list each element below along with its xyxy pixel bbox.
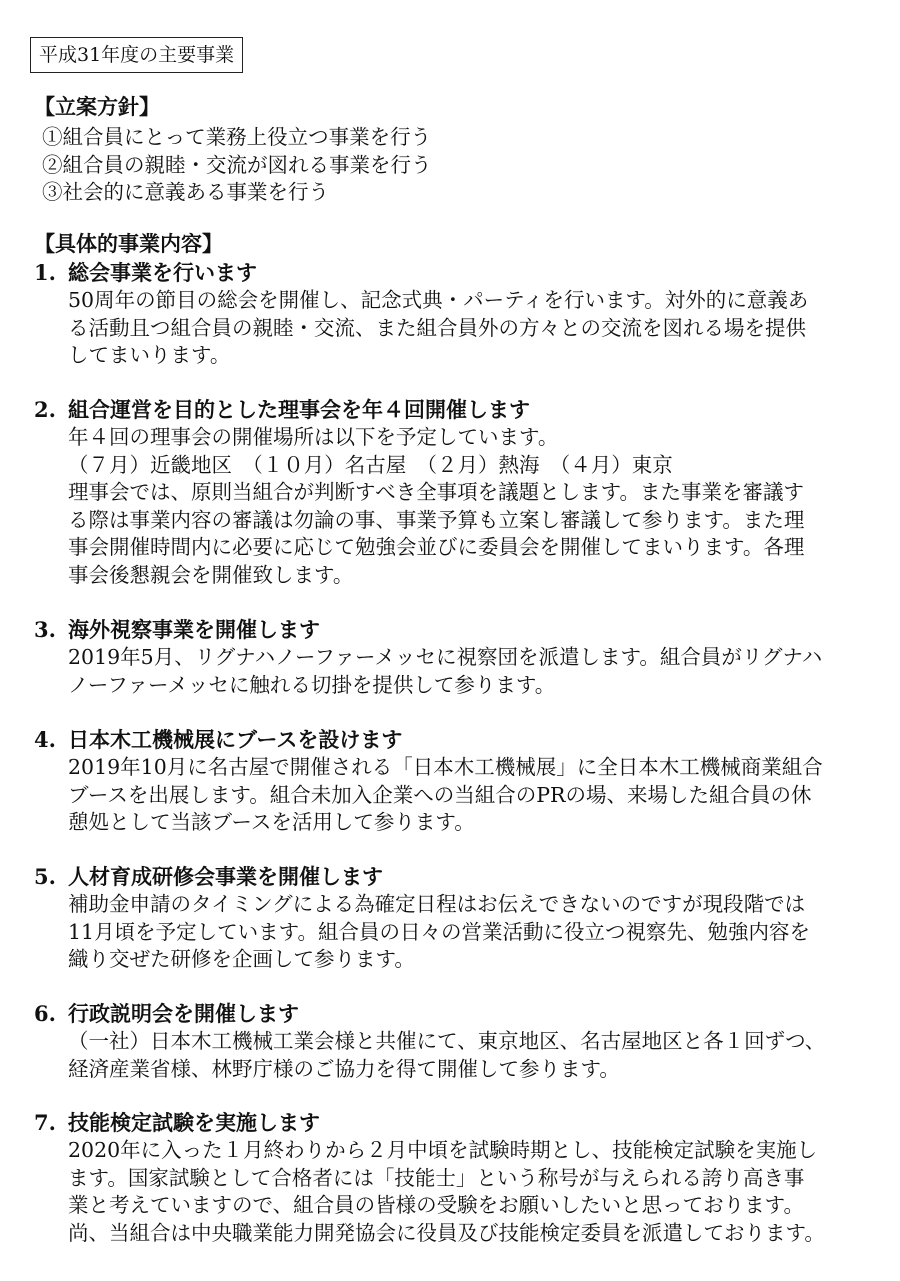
item-number: 2. [34, 397, 56, 422]
body-line: ノーファーメッセに触れる切掛を提供して参ります。 [68, 672, 556, 697]
item-title: 行政説明会を開催します [68, 1001, 299, 1026]
item-number: 6. [34, 1001, 56, 1026]
item-heading [34, 1109, 874, 1137]
business-item-2 [34, 396, 874, 589]
policy-heading: 【立案方針】 [34, 94, 160, 119]
item-heading [34, 863, 874, 891]
item-number: 1. [34, 260, 56, 285]
body-line: 11月頃を予定しています。組合員の日々の営業活動に役立つ視察先、勉強内容を [68, 919, 810, 944]
page-title: 平成31年度の主要事業 [30, 37, 243, 73]
body-line: 補助金申請のタイミングによる為確定日程はお伝えできないのですが現段階では [68, 892, 806, 916]
business-item-1 [34, 259, 874, 370]
body-line: 事会開催時間内に必要に応じて勉強会並びに委員会を開催してまいります。各理 [68, 535, 805, 559]
details-heading: 【具体的事業内容】 [34, 231, 223, 256]
body-line: 業と考えていますので、組合員の皆様の受験をお願いしたいと思っております。 [68, 1193, 804, 1217]
body-line: 尚、当組合は中央職業能力開発協会に役員及び技能検定委員を派遣しております。 [68, 1220, 825, 1245]
item-heading [34, 616, 874, 644]
business-item-4 [34, 726, 874, 837]
body-line: 織り交ぜた研修を企画して参ります。 [68, 947, 415, 971]
body-line: 経済産業省様、林野庁様のご協力を得て開催して参ります。 [68, 1056, 620, 1081]
body-line: 2019年10月に名古屋で開催される「日本木工機械展」に全日本木工機械商業組合 [68, 755, 823, 779]
item-heading [34, 726, 874, 754]
body-line: る際は事業内容の審議は勿論の事、事業予算も立案し審議して参ります。また理 [68, 507, 805, 532]
item-title: 海外視察事業を開催します [68, 617, 320, 642]
item-body [68, 424, 874, 589]
body-line: る活動且つ組合員の親睦・交流、また組合員外の方々との交流を図れる場を提供 [68, 315, 806, 340]
body-line: 事会後懇親会を開催致します。 [68, 562, 354, 587]
body-line: 2019年5月、リグナハノーファーメッセに視察団を派遣します。組合員がリグナハ [68, 645, 823, 669]
business-item-3 [34, 616, 874, 699]
item-title: 人材育成研修会事業を開催します [68, 864, 383, 889]
body-line: してまいります。 [68, 343, 231, 367]
item-number: 3. [34, 617, 56, 642]
body-line: （一社）日本木工機械工業会様と共催にて、東京地区、名古屋地区と各１回ずつ、 [68, 1029, 826, 1053]
body-line: ます。国家試験として合格者には「技能士」という称号が与えられる誇り高き事 [68, 1165, 805, 1190]
item-title: 日本木工機械展にブースを設けます [68, 727, 403, 752]
item-title: 組合運営を目的とした理事会を年４回開催します [68, 397, 530, 422]
item-body [68, 1137, 874, 1247]
item-body [68, 287, 874, 370]
item-number: 7. [34, 1110, 56, 1135]
body-line: 2020年に入った１月終わりから２月中頃を試験時期とし、技能検定試験を実施し [68, 1138, 818, 1162]
item-number: 5. [34, 864, 56, 889]
item-heading [34, 1000, 874, 1028]
business-item-7 [34, 1109, 874, 1247]
body-line: ブースを出展します。組合未加入企業への当組合のPRの場、来場した組合員の休 [68, 782, 812, 807]
item-body [68, 644, 874, 699]
business-item-5 [34, 863, 874, 974]
policy-item: ②組合員の親睦・交流が図れる事業を行う [42, 152, 432, 177]
body-line: 憩処として当該ブースを活用して参ります。 [68, 810, 475, 834]
body-line: 理事会では、原則当組合が判断すべき全事項を議題とします。また事業を審議す [68, 480, 804, 504]
item-title: 総会事業を行います [68, 260, 257, 285]
item-number: 4. [34, 727, 56, 752]
body-line: （７月）近畿地区 （１０月）名古屋 （２月）熱海 （４月）東京 [68, 452, 673, 477]
item-title: 技能検定試験を実施します [68, 1110, 320, 1135]
item-heading [34, 259, 874, 287]
business-item-6 [34, 1000, 874, 1083]
policy-item: ①組合員にとって業務上役立つ事業を行う [42, 125, 432, 149]
item-body [68, 754, 874, 837]
policy-item: ③社会的に意義ある事業を行う [42, 180, 329, 204]
item-heading [34, 396, 874, 424]
body-line: 50周年の節目の総会を開催し、記念式典・パーティを行います。対外的に意義あ [68, 288, 809, 312]
body-line: 年４回の理事会の開催場所は以下を予定しています。 [68, 425, 559, 449]
policy-list [42, 124, 432, 207]
item-body [68, 1028, 874, 1083]
item-body [68, 891, 874, 974]
